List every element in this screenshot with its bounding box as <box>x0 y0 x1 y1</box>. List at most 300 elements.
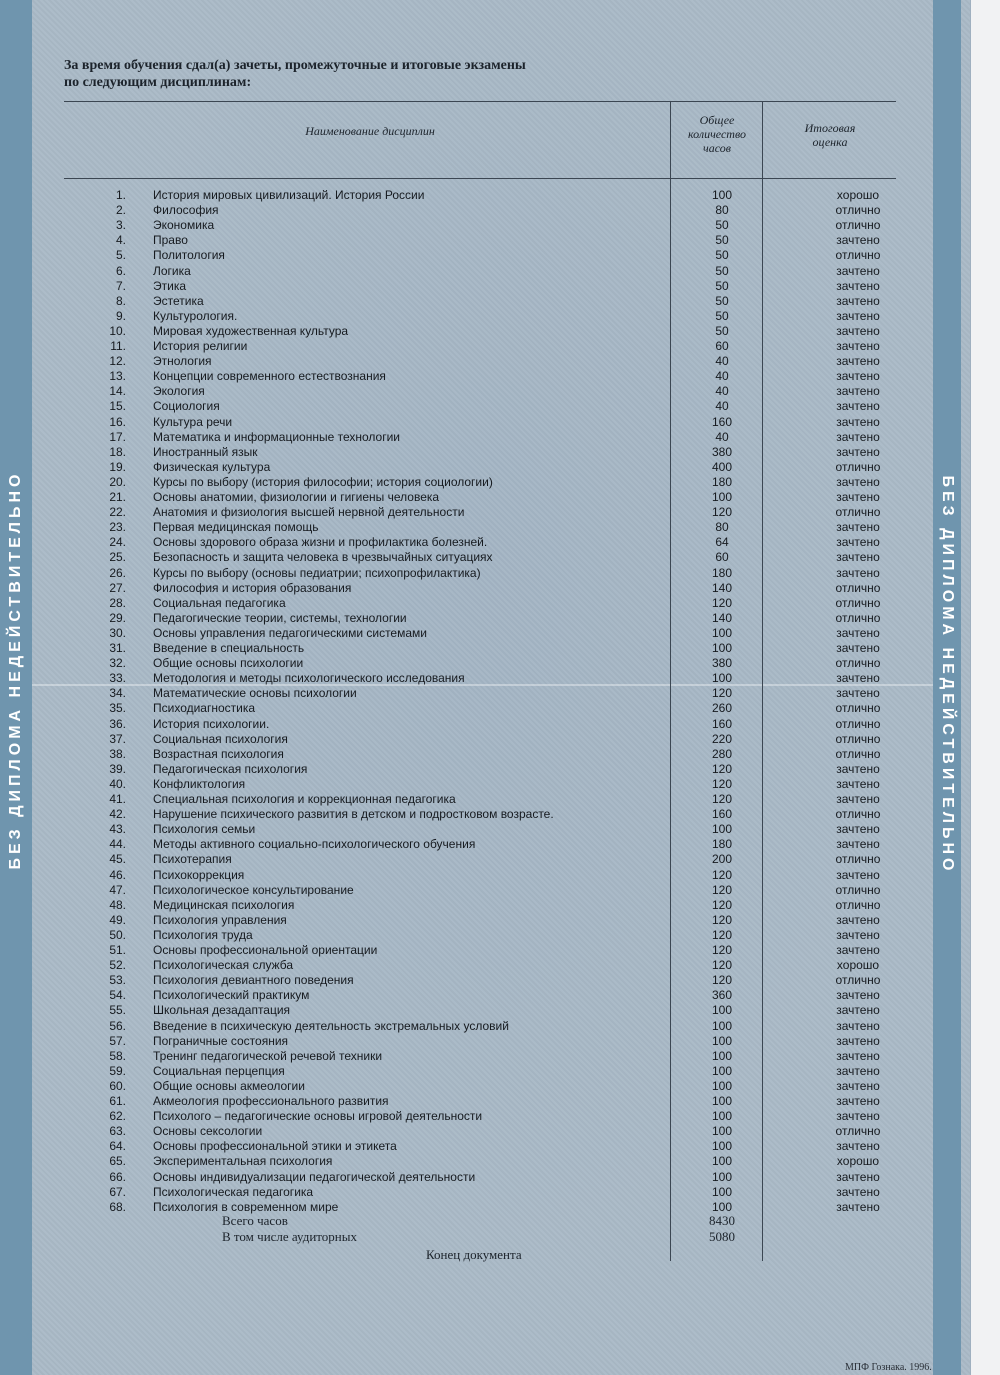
discipline-hours: 40 <box>715 399 729 414</box>
table-row <box>0 868 960 883</box>
discipline-grade: зачтено <box>836 369 880 384</box>
row-number: 32. <box>109 656 126 671</box>
row-number: 40. <box>109 776 126 791</box>
row-number: 21. <box>109 490 126 504</box>
discipline-name: Курсы по выбору (история философии; история социологии) <box>153 474 493 489</box>
table-row <box>0 928 960 943</box>
discipline-grade: зачтено <box>836 278 880 293</box>
discipline-grade: зачтено <box>836 671 880 686</box>
discipline-hours: 160 <box>711 716 733 731</box>
discipline-hours: 50 <box>715 218 729 233</box>
discipline-name: Экспериментальная психология <box>153 1154 333 1169</box>
table-row <box>0 1049 960 1064</box>
discipline-grade: зачтено <box>836 988 880 1003</box>
discipline-grade: зачтено <box>836 323 880 338</box>
discipline-grade: зачтено <box>836 776 880 791</box>
discipline-name: Право <box>153 233 188 248</box>
discipline-hours: 100 <box>711 641 733 655</box>
row-number: 8. <box>115 293 126 308</box>
discipline-hours: 180 <box>711 837 733 852</box>
table-row <box>0 399 960 414</box>
discipline-name: Акмеология профессионального развития <box>153 1094 389 1108</box>
discipline-grade: зачтено <box>836 1033 880 1048</box>
table-row <box>0 1200 960 1215</box>
table-row <box>0 248 960 263</box>
row-number: 26. <box>109 565 126 580</box>
discipline-grade: зачтено <box>836 1184 880 1199</box>
row-number: 48. <box>109 897 126 912</box>
discipline-hours: 100 <box>711 1184 733 1199</box>
discipline-grade: зачтено <box>836 550 880 565</box>
discipline-name: Основы профессиональной ориентации <box>153 943 378 957</box>
row-number: 15. <box>109 399 126 414</box>
row-number: 25. <box>109 550 126 565</box>
row-number: 57. <box>109 1033 126 1048</box>
discipline-name: Нарушение психического развития в детском и подростковом возрасте. <box>153 807 554 822</box>
row-number: 22. <box>109 505 126 520</box>
discipline-grade: отлично <box>835 595 881 610</box>
row-number: 67. <box>109 1184 126 1199</box>
table-row <box>0 490 960 505</box>
discipline-grade: отлично <box>835 248 881 263</box>
row-number: 53. <box>109 973 126 988</box>
discipline-hours: 50 <box>715 308 729 323</box>
discipline-grade: отлично <box>835 973 881 988</box>
table-row <box>0 596 960 611</box>
discipline-grade: хорошо <box>836 1154 880 1169</box>
table-row <box>0 1170 960 1185</box>
end-of-document: Конец документа <box>426 1247 522 1262</box>
classroom-hours-label: В том числе аудиторных <box>222 1229 357 1244</box>
table-row <box>0 943 960 958</box>
discipline-name: Психология семьи <box>153 822 256 837</box>
discipline-hours: 140 <box>711 580 733 595</box>
discipline-name: Основы здорового образа жизни и профилактика болезней. <box>153 535 488 550</box>
discipline-grade: зачтено <box>836 1109 880 1124</box>
table-row <box>0 475 960 490</box>
table-row <box>0 1019 960 1034</box>
discipline-name: Философия и история образования <box>153 580 352 595</box>
discipline-name: Основы сексологии <box>153 1124 263 1139</box>
row-number: 41. <box>109 792 126 806</box>
discipline-name: Педагогические теории, системы, технологии <box>153 610 407 625</box>
discipline-hours: 180 <box>711 565 733 580</box>
discipline-grade: зачтено <box>836 625 880 640</box>
discipline-hours: 120 <box>711 897 733 912</box>
discipline-name: Эстетика <box>153 293 204 308</box>
discipline-grade: зачтено <box>836 263 880 278</box>
discipline-grade: зачтено <box>836 565 880 580</box>
discipline-grade: зачтено <box>836 354 880 369</box>
discipline-grade: зачтено <box>836 1139 880 1154</box>
row-number: 1. <box>115 188 126 202</box>
discipline-grade: отлично <box>835 580 881 595</box>
discipline-name: Социология <box>153 399 220 414</box>
discipline-name: Экономика <box>153 218 215 233</box>
discipline-grade: отлично <box>835 656 881 671</box>
discipline-hours: 380 <box>711 656 733 671</box>
discipline-hours: 50 <box>715 278 729 293</box>
discipline-grade: зачтено <box>836 686 880 701</box>
discipline-grade: отлично <box>835 701 881 716</box>
row-number: 61. <box>109 1094 126 1108</box>
discipline-name: Анатомия и физиология высшей нервной деятельности <box>153 505 465 520</box>
discipline-name: Основы индивидуализации педагогической деятельности <box>153 1169 476 1184</box>
discipline-hours: 120 <box>711 958 733 973</box>
table-row <box>0 747 960 762</box>
discipline-grade: отлично <box>835 203 881 218</box>
row-number: 20. <box>109 474 126 489</box>
table-row <box>0 581 960 596</box>
discipline-hours: 100 <box>711 671 733 686</box>
table-row <box>0 1064 960 1079</box>
discipline-name: Пограничные состояния <box>153 1033 289 1048</box>
table-row <box>0 762 960 777</box>
row-number: 9. <box>115 308 126 323</box>
table-row <box>0 686 960 701</box>
row-number: 62. <box>109 1109 126 1124</box>
classroom-hours-value: 5080 <box>709 1229 735 1244</box>
discipline-name: Математика и информационные технологии <box>153 429 401 444</box>
row-number: 54. <box>109 988 126 1003</box>
discipline-grade: зачтено <box>836 293 880 308</box>
discipline-name: Психологический практикум <box>153 988 310 1003</box>
row-number: 44. <box>109 837 126 852</box>
table-row <box>0 505 960 520</box>
row-number: 33. <box>109 671 126 686</box>
row-number: 45. <box>109 852 126 867</box>
discipline-grade: отлично <box>835 897 881 912</box>
table-row <box>0 218 960 233</box>
table-row <box>0 958 960 973</box>
discipline-name: Математические основы психологии <box>153 686 357 701</box>
table-row <box>0 973 960 988</box>
right-band-text: БЕЗ ДИПЛОМА НЕДЕЙСТВИТЕЛЬНО <box>939 475 956 875</box>
discipline-name: Этнология <box>153 354 212 369</box>
discipline-name: Психокоррекция <box>153 867 245 882</box>
discipline-hours: 80 <box>715 520 729 535</box>
column-header-hours: Общее количество часов <box>687 113 747 155</box>
table-row <box>0 988 960 1003</box>
discipline-grade: отлично <box>835 882 881 897</box>
row-number: 65. <box>109 1154 126 1169</box>
discipline-hours: 120 <box>711 973 733 988</box>
discipline-hours: 120 <box>711 505 733 520</box>
discipline-hours: 100 <box>711 1063 733 1078</box>
row-number: 59. <box>109 1063 126 1078</box>
paper-edge <box>970 0 1000 1375</box>
discipline-hours: 50 <box>715 233 729 248</box>
row-number: 29. <box>109 610 126 625</box>
table-row <box>0 807 960 822</box>
table-row <box>0 852 960 867</box>
table-row <box>0 203 960 218</box>
table-row <box>0 1034 960 1049</box>
discipline-hours: 120 <box>711 943 733 957</box>
table-row <box>0 354 960 369</box>
discipline-grade: зачтено <box>836 535 880 550</box>
discipline-hours: 64 <box>715 535 729 550</box>
row-number: 30. <box>109 625 126 640</box>
discipline-grade: зачтено <box>836 1199 880 1214</box>
discipline-grade: зачтено <box>836 308 880 323</box>
table-row <box>0 279 960 294</box>
table-row <box>0 294 960 309</box>
discipline-grade: отлично <box>835 505 881 520</box>
discipline-hours: 50 <box>715 263 729 278</box>
printer-mark: МПФ Гознака. 1996. <box>845 1362 932 1373</box>
discipline-name: Этика <box>153 278 187 293</box>
row-number: 23. <box>109 520 126 535</box>
discipline-hours: 100 <box>711 1078 733 1093</box>
row-number: 51. <box>109 943 126 957</box>
table-row <box>0 460 960 475</box>
discipline-name: Иностранный язык <box>153 444 258 459</box>
discipline-name: Культурология. <box>153 308 238 323</box>
row-number: 28. <box>109 595 126 610</box>
discipline-hours: 100 <box>711 1003 733 1018</box>
discipline-hours: 100 <box>711 822 733 837</box>
discipline-name: Методология и методы психологического исследования <box>153 671 465 686</box>
discipline-grade: зачтено <box>836 520 880 535</box>
discipline-grade: отлично <box>835 716 881 731</box>
discipline-grade: отлично <box>835 1124 881 1139</box>
discipline-grade: отлично <box>835 807 881 822</box>
discipline-name: Экология <box>153 384 205 399</box>
row-number: 36. <box>109 716 126 731</box>
row-number: 16. <box>109 414 126 429</box>
discipline-name: Введение в специальность <box>153 641 305 655</box>
discipline-name: Курсы по выбору (основы педиатрии; психопрофилактика) <box>153 565 481 580</box>
discipline-name: Логика <box>153 263 191 278</box>
discipline-name: Политология <box>153 248 225 263</box>
discipline-hours: 120 <box>711 882 733 897</box>
discipline-name: Социальная психология <box>153 731 288 746</box>
table-row <box>0 883 960 898</box>
discipline-hours: 360 <box>711 988 733 1003</box>
discipline-grade: зачтено <box>836 927 880 942</box>
left-band-text: БЕЗ ДИПЛОМА НЕДЕЙСТВИТЕЛЬНО <box>7 470 24 870</box>
discipline-name: Психология труда <box>153 927 253 942</box>
discipline-hours: 220 <box>711 731 733 746</box>
table-row <box>0 369 960 384</box>
discipline-grade: зачтено <box>836 1063 880 1078</box>
discipline-grade: зачтено <box>836 1094 880 1108</box>
row-number: 52. <box>109 958 126 973</box>
discipline-hours: 100 <box>711 188 733 202</box>
discipline-name: Общие основы акмеологии <box>153 1078 305 1093</box>
table-row <box>0 1003 960 1018</box>
table-row <box>0 1079 960 1094</box>
discipline-grade: зачтено <box>836 384 880 399</box>
table-row <box>0 550 960 565</box>
discipline-hours: 100 <box>711 1199 733 1214</box>
discipline-grade: зачтено <box>836 912 880 927</box>
table-row <box>0 430 960 445</box>
discipline-hours: 280 <box>711 746 733 761</box>
discipline-grade: отлично <box>835 731 881 746</box>
table-row <box>0 822 960 837</box>
discipline-hours: 400 <box>711 459 733 474</box>
row-number: 5. <box>115 248 126 263</box>
table-row <box>0 384 960 399</box>
row-number: 12. <box>109 354 126 369</box>
heading-line-1: За время обучения сдал(а) зачеты, промежуточные и итоговые экзамены <box>64 58 526 73</box>
row-number: 27. <box>109 580 126 595</box>
row-number: 2. <box>115 203 126 218</box>
discipline-hours: 100 <box>711 1048 733 1063</box>
discipline-grade: зачтено <box>836 414 880 429</box>
discipline-name: Конфликтология <box>153 776 246 791</box>
discipline-grade: зачтено <box>836 761 880 776</box>
row-number: 7. <box>115 278 126 293</box>
table-row <box>0 309 960 324</box>
discipline-grade: зачтено <box>836 399 880 414</box>
discipline-grade: зачтено <box>836 474 880 489</box>
discipline-hours: 120 <box>711 912 733 927</box>
discipline-grade: зачтено <box>836 1169 880 1184</box>
discipline-hours: 50 <box>715 323 729 338</box>
row-number: 43. <box>109 822 126 837</box>
row-number: 46. <box>109 867 126 882</box>
table-row <box>0 339 960 354</box>
row-number: 49. <box>109 912 126 927</box>
row-number: 17. <box>109 429 126 444</box>
discipline-hours: 50 <box>715 248 729 263</box>
discipline-hours: 100 <box>711 1109 733 1124</box>
row-number: 68. <box>109 1199 126 1214</box>
discipline-hours: 140 <box>711 610 733 625</box>
table-row <box>0 777 960 792</box>
discipline-name: Социальная перцепция <box>153 1063 285 1078</box>
discipline-name: Введение в психическую деятельность экстремальных условий <box>153 1018 509 1033</box>
table-top-rule <box>64 101 896 102</box>
row-number: 38. <box>109 746 126 761</box>
discipline-hours: 100 <box>711 625 733 640</box>
row-number: 47. <box>109 882 126 897</box>
table-row <box>0 671 960 686</box>
discipline-hours: 120 <box>711 595 733 610</box>
table-row <box>0 1094 960 1109</box>
discipline-grade: зачтено <box>836 641 880 655</box>
table-row <box>0 611 960 626</box>
table-row <box>0 415 960 430</box>
row-number: 60. <box>109 1078 126 1093</box>
discipline-hours: 160 <box>711 414 733 429</box>
row-number: 35. <box>109 701 126 716</box>
row-number: 19. <box>109 459 126 474</box>
discipline-grade: зачтено <box>836 1048 880 1063</box>
discipline-grade: зачтено <box>836 339 880 353</box>
discipline-name: Общие основы психологии <box>153 656 304 671</box>
document-heading <box>64 57 664 91</box>
row-number: 39. <box>109 761 126 776</box>
table-row <box>0 656 960 671</box>
discipline-hours: 200 <box>711 852 733 867</box>
discipline-hours: 100 <box>711 1018 733 1033</box>
discipline-grade: зачтено <box>836 822 880 837</box>
discipline-grade: зачтено <box>836 792 880 806</box>
discipline-hours: 120 <box>711 776 733 791</box>
heading-line-2: по следующим дисциплинам: <box>64 75 252 90</box>
discipline-name: История религии <box>153 339 248 353</box>
discipline-hours: 40 <box>715 429 729 444</box>
discipline-hours: 50 <box>715 293 729 308</box>
discipline-name: Философия <box>153 203 219 218</box>
discipline-hours: 100 <box>711 1154 733 1169</box>
discipline-name: Медицинская психология <box>153 897 295 912</box>
discipline-grade: зачтено <box>836 490 880 504</box>
discipline-name: Психологическая служба <box>153 958 294 973</box>
table-row <box>0 732 960 747</box>
discipline-grade: зачтено <box>836 943 880 957</box>
discipline-name: Социальная педагогика <box>153 595 286 610</box>
table-row <box>0 701 960 716</box>
discipline-grade: отлично <box>835 218 881 233</box>
discipline-name: Основы анатомии, физиологии и гигиены человека <box>153 490 440 504</box>
discipline-grade: отлично <box>835 746 881 761</box>
discipline-grade: зачтено <box>836 837 880 852</box>
table-row <box>0 566 960 581</box>
discipline-grade: зачтено <box>836 1078 880 1093</box>
discipline-name: Культура речи <box>153 414 233 429</box>
row-number: 58. <box>109 1048 126 1063</box>
discipline-hours: 120 <box>711 686 733 701</box>
discipline-hours: 120 <box>711 927 733 942</box>
table-row <box>0 233 960 248</box>
discipline-name: Мировая художественная культура <box>153 323 349 338</box>
row-number: 55. <box>109 1003 126 1018</box>
table-header-rule <box>64 178 896 179</box>
discipline-name: Тренинг педагогической речевой техники <box>153 1048 383 1063</box>
table-row <box>0 324 960 339</box>
column-header-name: Наименование дисциплин <box>305 124 435 138</box>
discipline-grade: зачтено <box>836 444 880 459</box>
discipline-name: Психодиагностика <box>153 701 256 716</box>
table-row <box>0 626 960 641</box>
row-number: 34. <box>109 686 126 701</box>
discipline-name: Педагогическая психология <box>153 761 308 776</box>
discipline-name: Психология девиантного поведения <box>153 973 354 988</box>
discipline-hours: 60 <box>715 550 729 565</box>
row-number: 10. <box>109 323 126 338</box>
discipline-name: Психологическая педагогика <box>153 1184 314 1199</box>
discipline-name: Методы активного социально-психологического обучения <box>153 837 476 852</box>
table-row <box>0 1109 960 1124</box>
row-number: 31. <box>109 641 126 655</box>
discipline-hours: 80 <box>715 203 729 218</box>
discipline-grade: зачтено <box>836 233 880 248</box>
discipline-hours: 380 <box>711 444 733 459</box>
row-number: 63. <box>109 1124 126 1139</box>
row-number: 42. <box>109 807 126 822</box>
discipline-name: Психология управления <box>153 912 287 927</box>
discipline-hours: 60 <box>715 339 729 353</box>
discipline-hours: 100 <box>711 1169 733 1184</box>
discipline-hours: 100 <box>711 490 733 504</box>
table-row <box>0 792 960 807</box>
discipline-hours: 100 <box>711 1033 733 1048</box>
row-number: 64. <box>109 1139 126 1154</box>
table-row <box>0 837 960 852</box>
discipline-name: Психологическое консультирование <box>153 882 354 897</box>
discipline-hours: 40 <box>715 369 729 384</box>
discipline-hours: 160 <box>711 807 733 822</box>
table-row <box>0 1124 960 1139</box>
discipline-hours: 120 <box>711 761 733 776</box>
row-number: 3. <box>115 218 126 233</box>
discipline-name: Физическая культура <box>153 459 271 474</box>
